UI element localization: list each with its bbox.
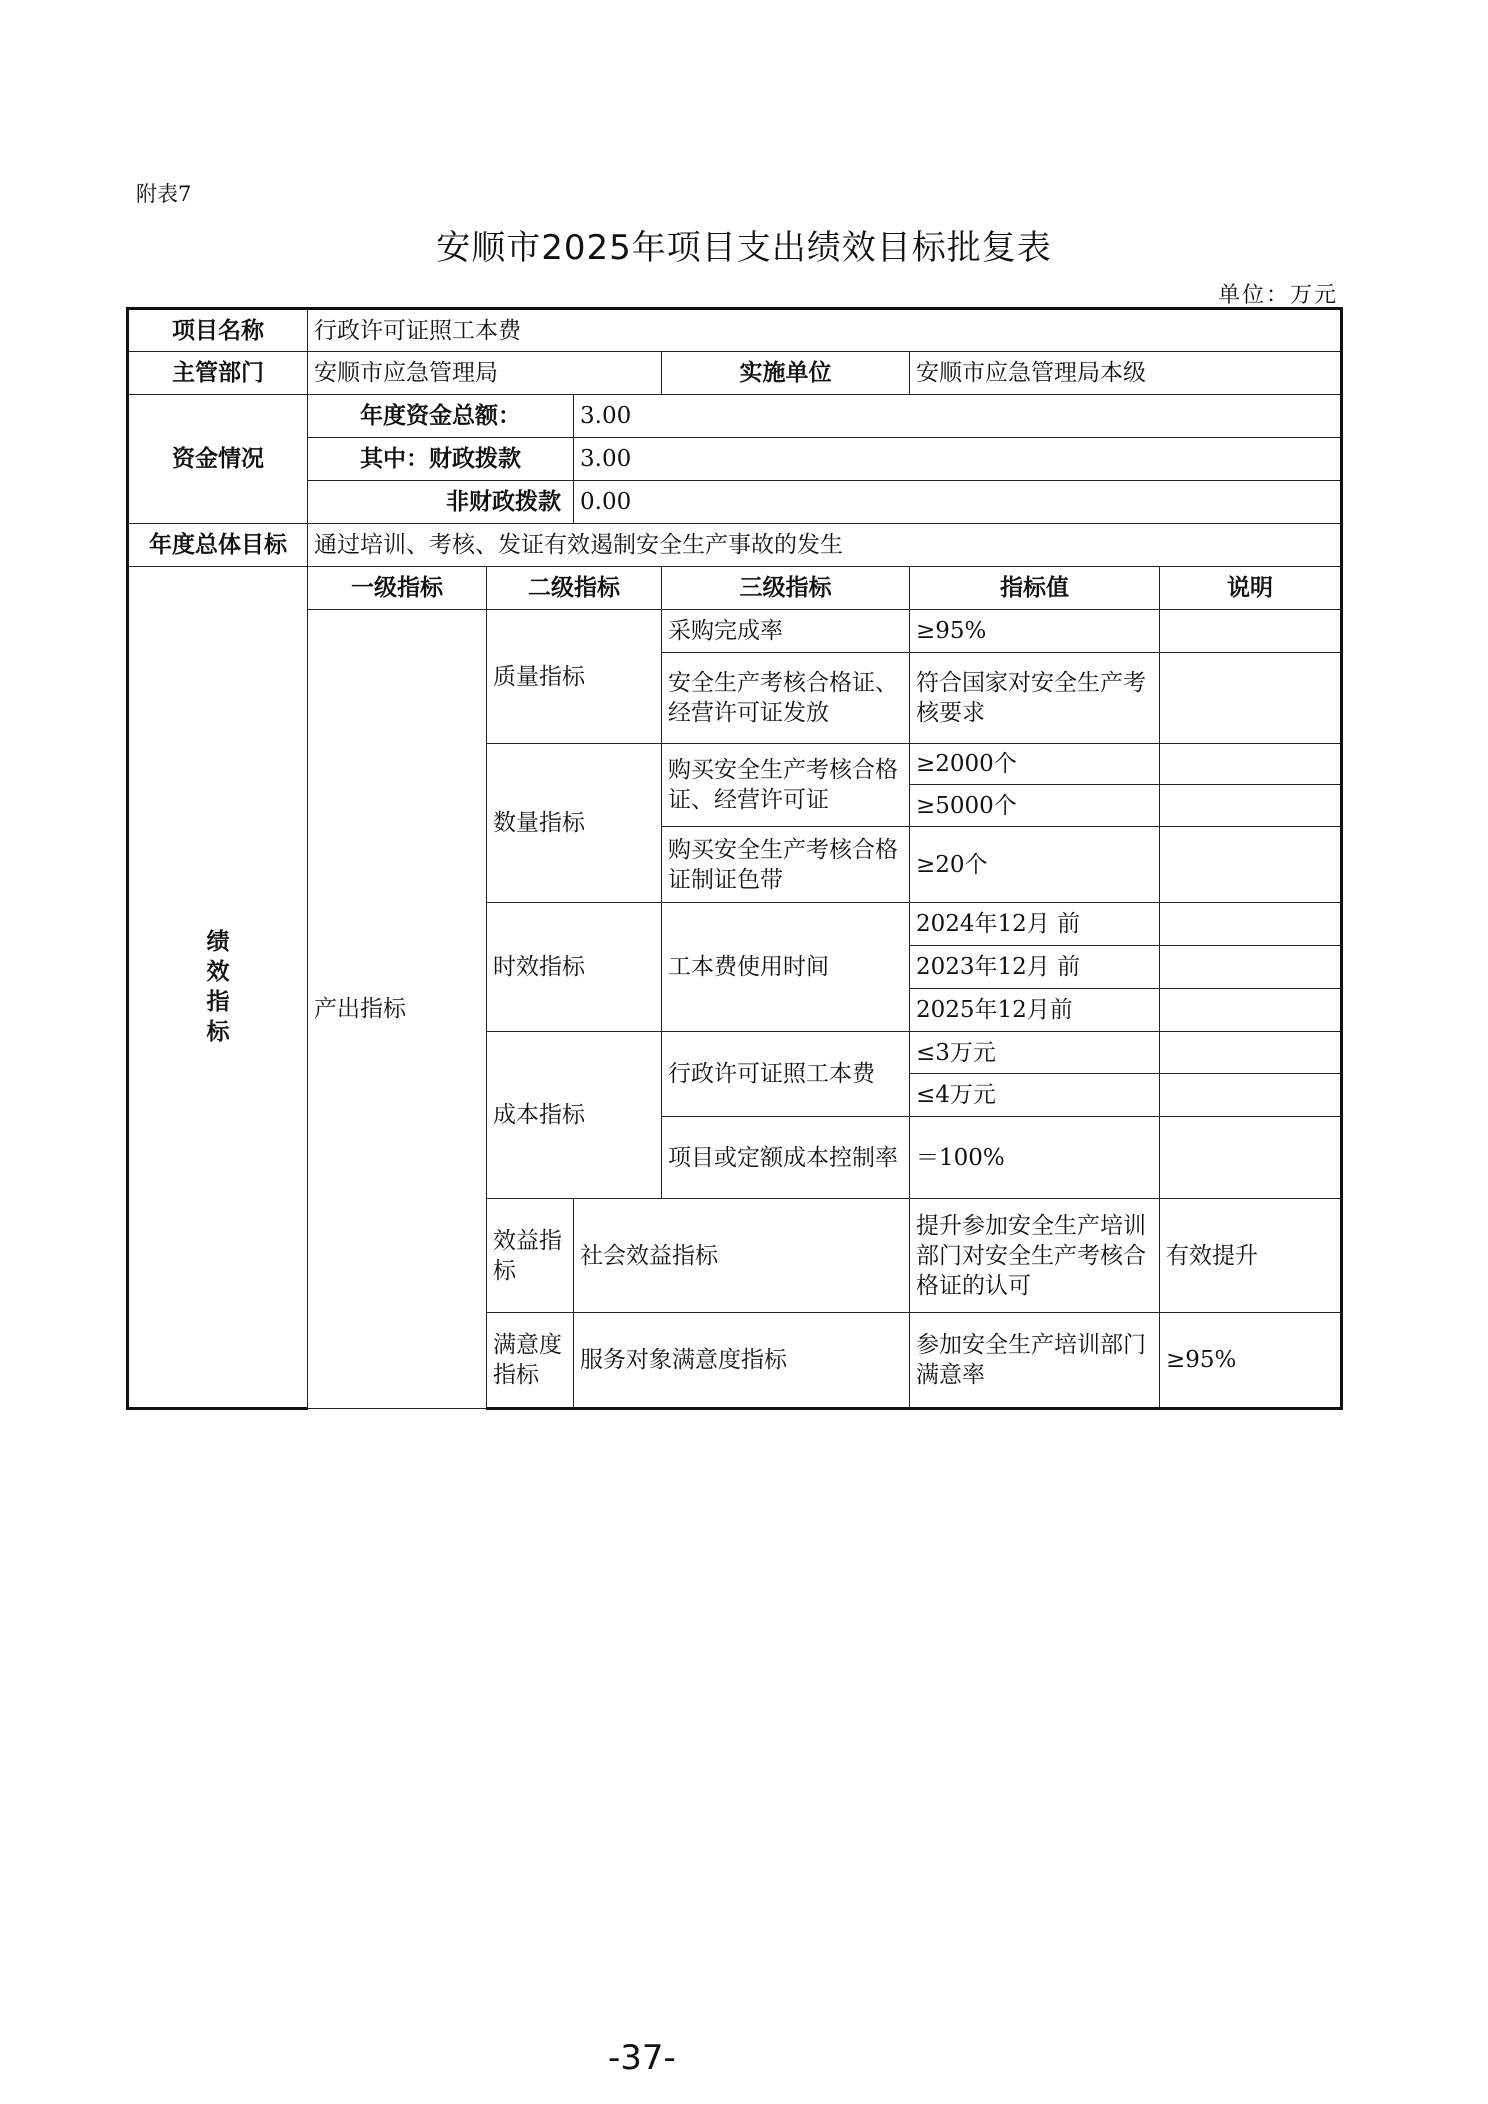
header-value: 指标值 [910,567,1160,610]
satisfaction-label: 满意度指标 [487,1313,574,1409]
social-benefit-label: 社会效益指标 [574,1199,910,1313]
cost-indicator-1: 行政许可证照工本费 [662,1032,910,1117]
project-name-label: 项目名称 [128,309,308,352]
implementing-unit-label: 实施单位 [662,352,910,395]
quantity-value-1b: ≥5000个 [910,785,1160,827]
quality-note-2 [1160,653,1342,744]
quality-value-1: ≥95% [910,610,1160,653]
quality-value-2: 符合国家对安全生产考核要求 [910,653,1160,744]
benefit-label: 效益指标 [487,1199,574,1313]
attachment-label: 附表7 [136,182,192,206]
quality-note-1 [1160,610,1342,653]
cost-value-2: ＝100% [910,1117,1160,1199]
project-name: 行政许可证照工本费 [308,309,1342,352]
quantity-value-1a: ≥2000个 [910,744,1160,785]
cost-label: 成本指标 [487,1032,662,1199]
quantity-indicator-2: 购买安全生产考核合格证制证色带 [662,827,910,903]
time-indicator: 工本费使用时间 [662,903,910,1032]
funds-nonfiscal: 0.00 [574,481,1342,524]
social-value: 有效提升 [1160,1199,1342,1313]
header-level3: 三级指标 [662,567,910,610]
satisfaction-indicator: 参加安全生产培训部门满意率 [910,1313,1160,1409]
funds-label: 资金情况 [128,395,308,524]
cost-value-1a: ≤3万元 [910,1032,1160,1074]
social-indicator: 提升参加安全生产培训部门对安全生产考核合格证的认可 [910,1199,1160,1313]
quantity-value-2: ≥20个 [910,827,1160,903]
funds-total-label: 年度资金总额： [308,395,574,438]
quantity-note-1a [1160,744,1342,785]
cost-note-1b [1160,1074,1342,1117]
header-note: 说明 [1160,567,1342,610]
implementing-unit: 安顺市应急管理局本级 [910,352,1342,395]
cost-note-1a [1160,1032,1342,1074]
unit-label: 单位：万元 [1217,283,1338,308]
page-number: -37- [608,2038,676,2078]
output-label: 产出指标 [308,610,487,1409]
satisfaction-value: ≥95% [1160,1313,1342,1409]
funds-nonfiscal-label: 非财政拨款 [308,481,574,524]
quality-indicator-1: 采购完成率 [662,610,910,653]
time-note-2 [1160,946,1342,989]
quantity-note-2 [1160,827,1342,903]
goal-label: 年度总体目标 [128,524,308,567]
time-note-1 [1160,903,1342,946]
quality-label: 质量指标 [487,610,662,744]
cost-note-2 [1160,1117,1342,1199]
satisfaction-sub-label: 服务对象满意度指标 [574,1313,910,1409]
header-level1: 一级指标 [308,567,487,610]
quantity-label: 数量指标 [487,744,662,903]
goal-text: 通过培训、考核、发证有效遏制安全生产事故的发生 [308,524,1342,567]
time-value-1: 2024年12月 前 [910,903,1160,946]
header-level2: 二级指标 [487,567,662,610]
quality-indicator-2: 安全生产考核合格证、经营许可证发放 [662,653,910,744]
time-label: 时效指标 [487,903,662,1032]
page-title: 安顺市2025年项目支出绩效目标批复表 [436,228,1052,268]
funds-fiscal: 3.00 [574,438,1342,481]
quantity-indicator-1: 购买安全生产考核合格证、经营许可证 [662,744,910,827]
time-value-2: 2023年12月 前 [910,946,1160,989]
department: 安顺市应急管理局 [308,352,662,395]
funds-fiscal-label: 其中：财政拨款 [308,438,574,481]
cost-indicator-2: 项目或定额成本控制率 [662,1117,910,1199]
quantity-note-1b [1160,785,1342,827]
funds-total: 3.00 [574,395,1342,438]
time-note-3 [1160,989,1342,1032]
performance-table [126,307,1343,1410]
cost-value-1b: ≤4万元 [910,1074,1160,1117]
department-label: 主管部门 [128,352,308,395]
performance-label: 绩 效 指 标 [128,567,308,1409]
time-value-3: 2025年12月前 [910,989,1160,1032]
